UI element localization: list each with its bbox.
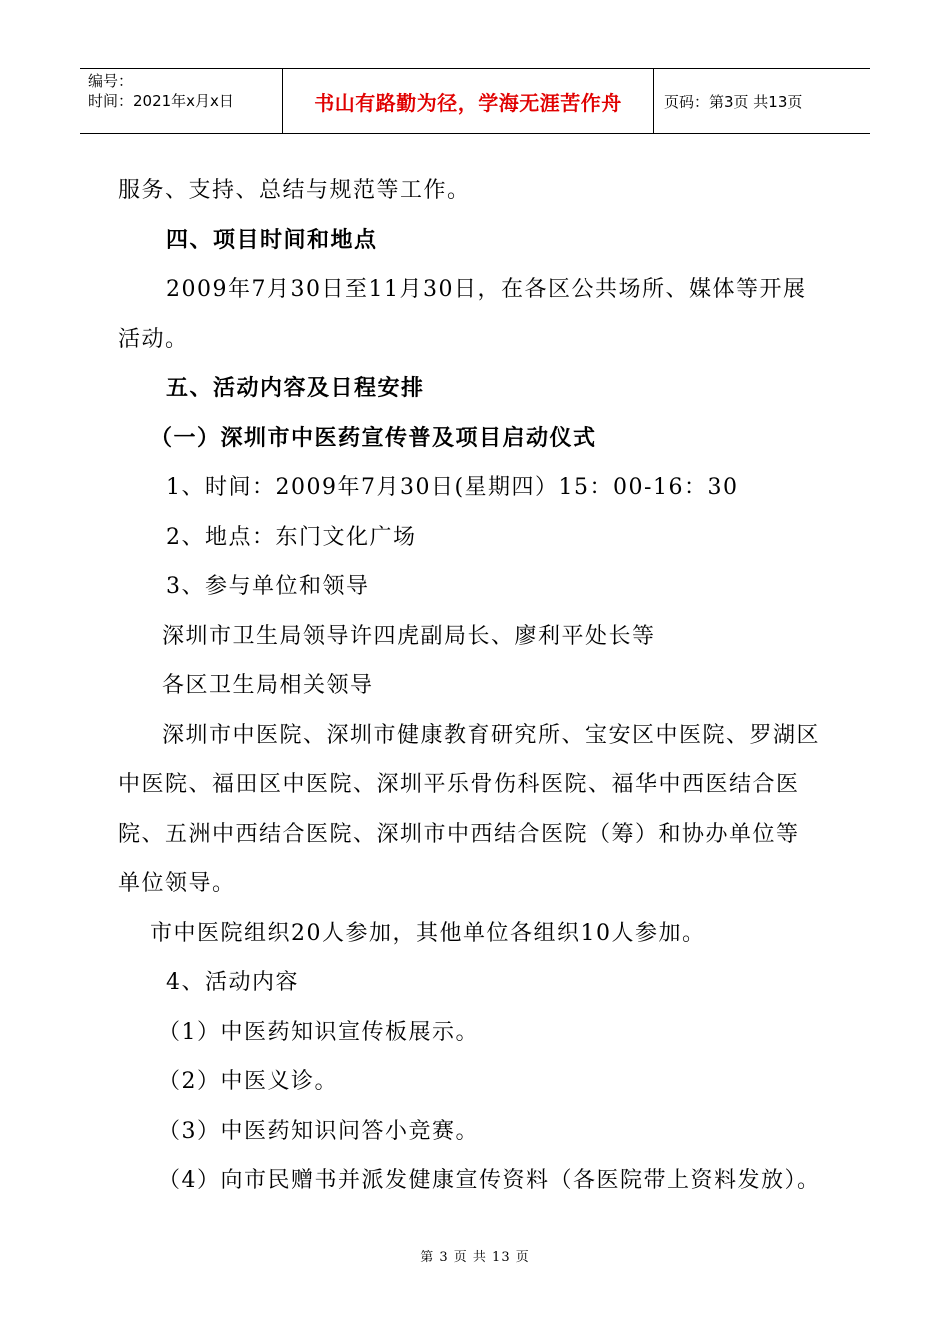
section-heading-activities: 五、活动内容及日程安排 [166, 376, 425, 401]
section-heading-time-place: 四、项目时间和地点 [166, 227, 378, 253]
body-line: 中医院、福田区中医院、深圳平乐骨伤科医院、福华中西医结合医 [118, 772, 800, 797]
body-line: 市中医院组织20人参加，其他单位各组织10人参加。 [150, 920, 706, 946]
header-meta [80, 69, 282, 133]
page-header [80, 68, 870, 134]
list-item: （1）中医药知识宣传板展示。 [158, 1019, 479, 1045]
body-line: 服务、支持、总结与规范等工作。 [118, 178, 471, 203]
subsection-heading-launch: （一）深圳市中医药宣传普及项目启动仪式 [150, 425, 597, 451]
date-label: 时间：2021年x月x日 [88, 92, 234, 110]
body-line: 各区卫生局相关领导 [162, 673, 374, 698]
motto-text: 书山有路勤为径，学海无涯苦作舟 [314, 90, 622, 115]
body-line: 院、五洲中西结合医院、深圳市中西结合医院（筹）和协办单位等 [118, 821, 800, 847]
body-line: 单位领导。 [118, 871, 236, 896]
body-line: 活动。 [118, 326, 189, 352]
list-item: （2）中医义诊。 [158, 1069, 338, 1094]
list-item: （3）中医药知识问答小竞赛。 [158, 1118, 479, 1144]
page-info-text: 页码：第3页 共13页 [664, 92, 803, 111]
serial-label: 编号： [88, 72, 134, 90]
list-item: 3、参与单位和领导 [166, 574, 370, 599]
list-item: （4）向市民赠书并派发健康宣传资料（各医院带上资料发放）。 [158, 1168, 821, 1193]
list-item: 4、活动内容 [166, 970, 299, 995]
header-page-info [654, 69, 870, 133]
body-line: 2009年7月30日至11月30日，在各区公共场所、媒体等开展 [166, 277, 807, 302]
body-line: 深圳市中医院、深圳市健康教育研究所、宝安区中医院、罗湖区 [162, 722, 821, 748]
list-item: 2、地点：东门文化广场 [166, 524, 417, 550]
body-line: 深圳市卫生局领导许四虎副局长、廖利平处长等 [162, 623, 656, 649]
header-motto-cell [282, 69, 654, 133]
document-body [118, 166, 838, 1206]
page-footer: 第 3 页 共 13 页 [420, 1250, 530, 1265]
list-item: 1、时间：2009年7月30日(星期四）15：00-16：30 [166, 475, 739, 500]
